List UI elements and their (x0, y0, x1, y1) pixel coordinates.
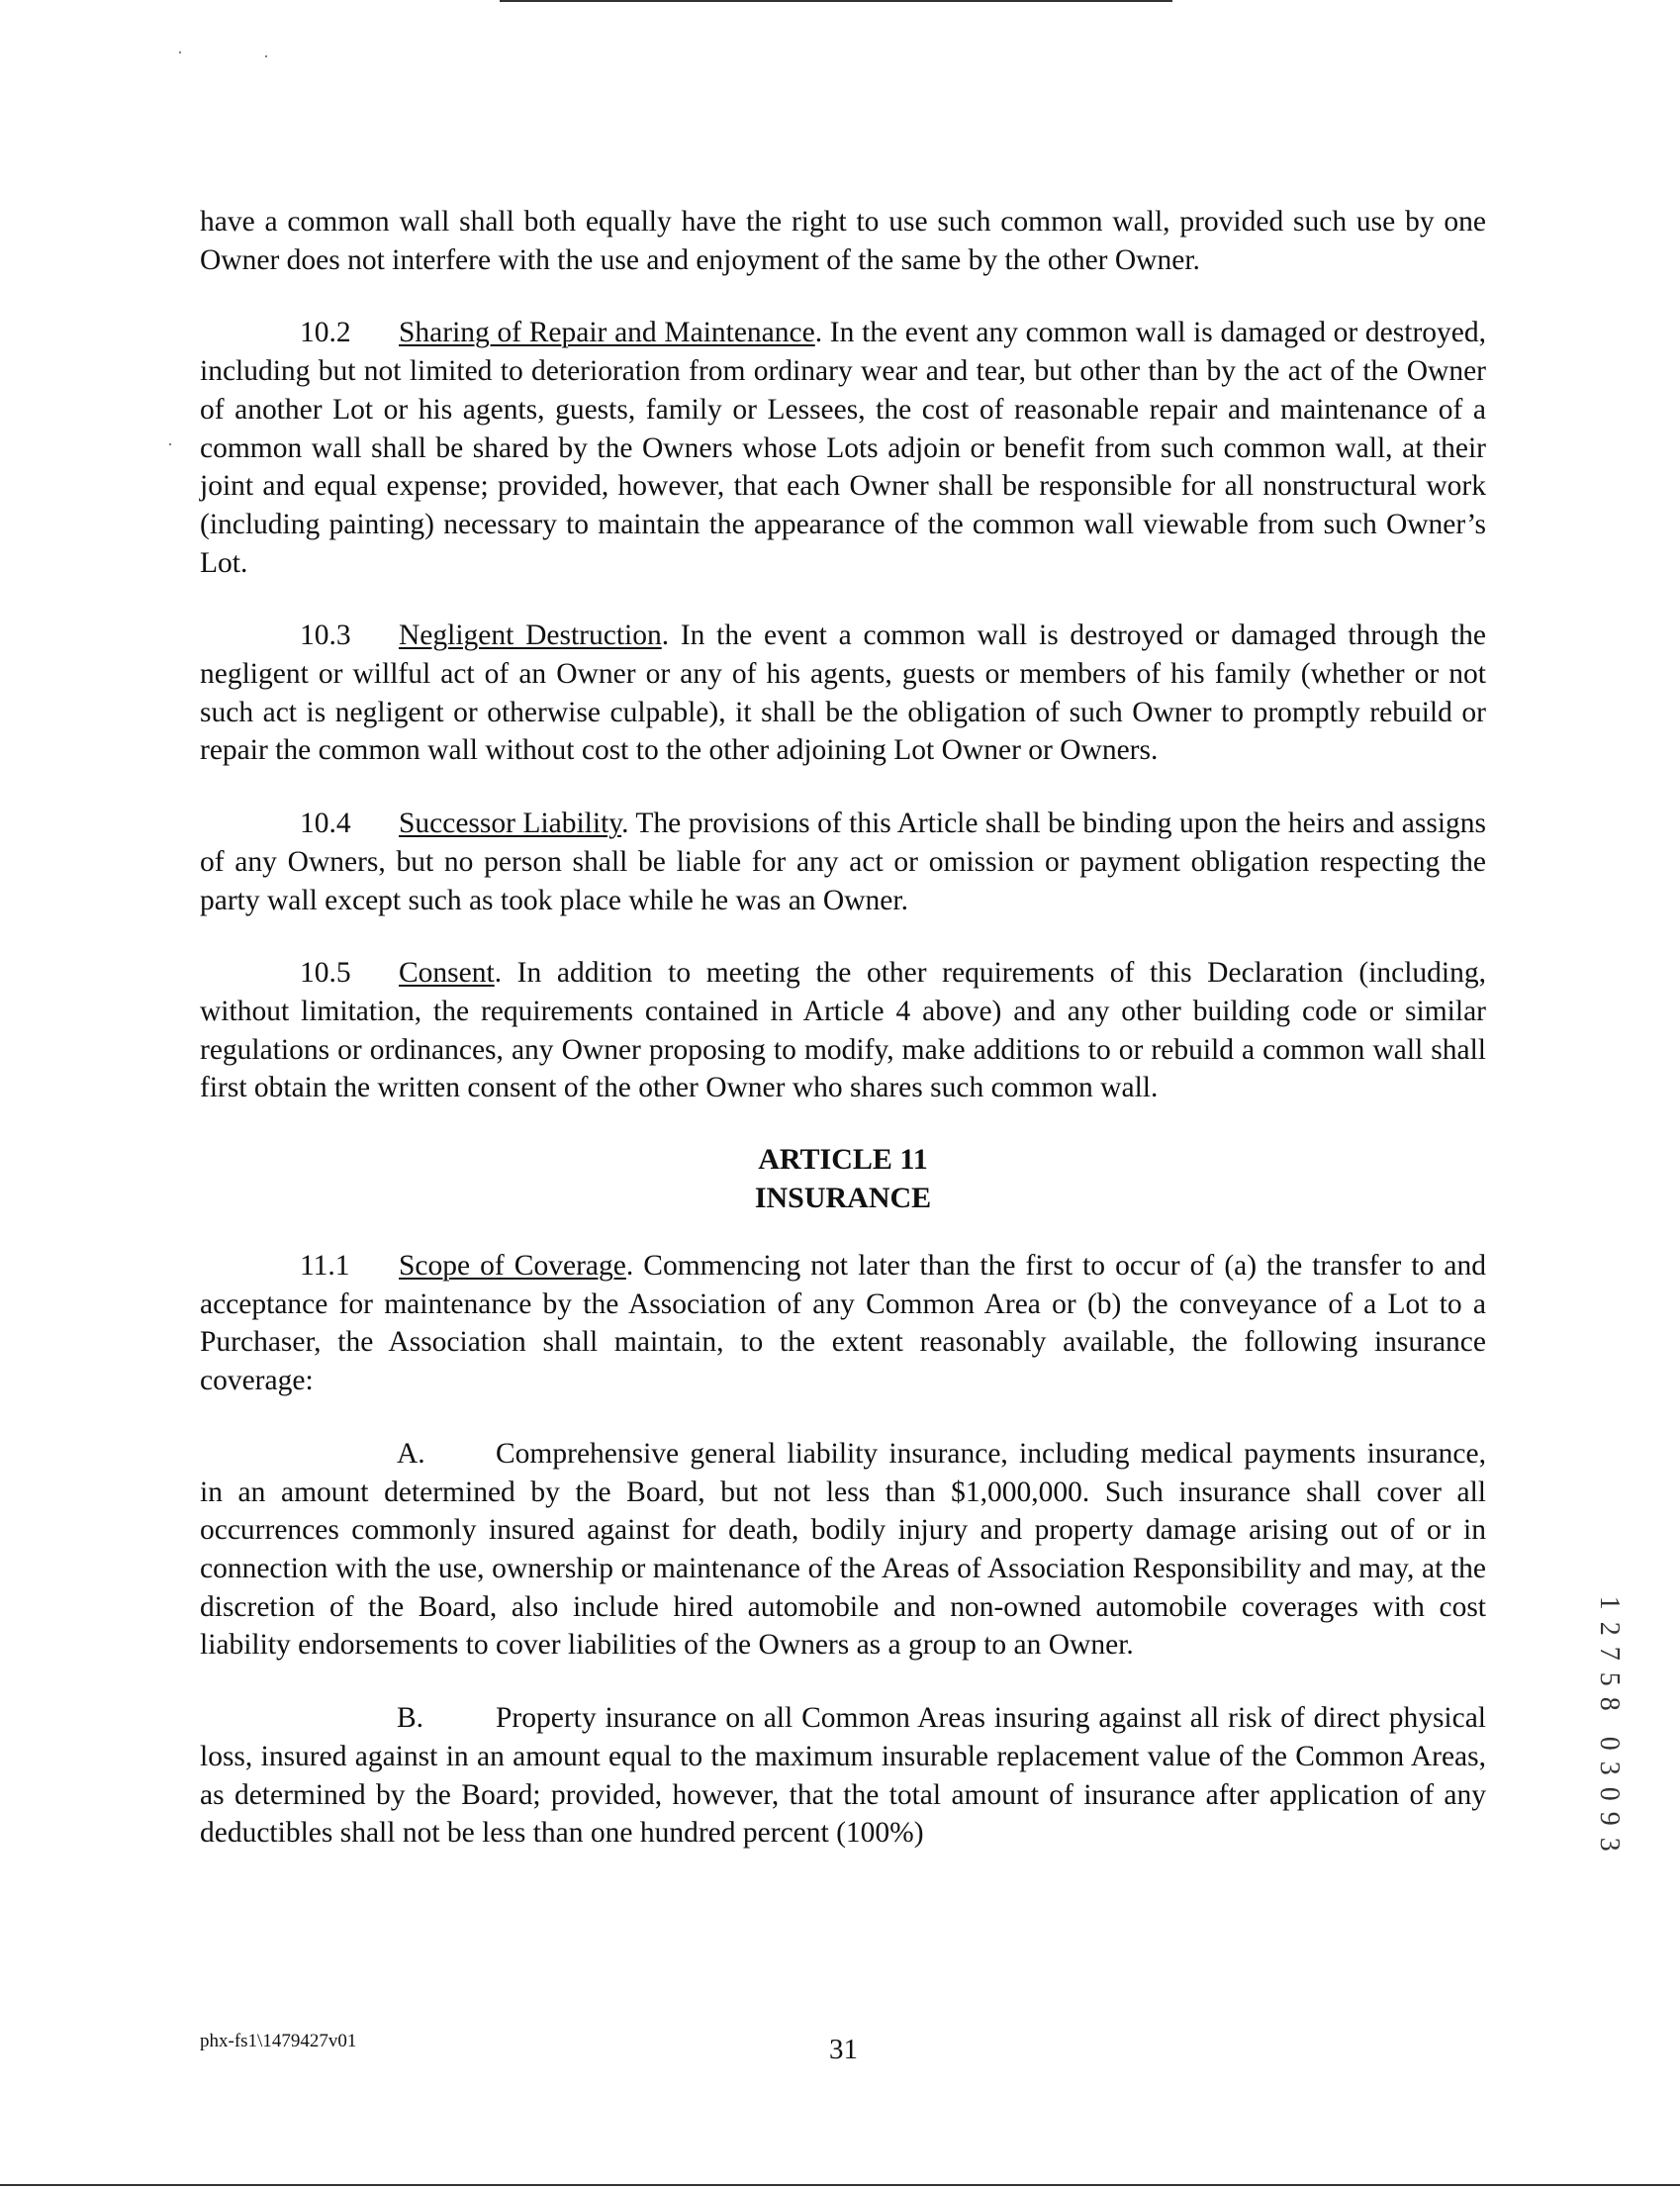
stamp-digit: 9 (1593, 1811, 1625, 1826)
subsection-letter: A. (397, 1437, 425, 1470)
recording-number-stamp (1594, 1590, 1624, 1856)
section-text: . In the event a common wall is destroyed or damaged through the negligent or willful act of an Owner or any of his agents, guests or members of his family (whether or not such act is negligent or otherwise culpable), it shall be the obligation of such Owner to promptly rebuild or repair the common wall without cost to the other adjoining Lot Owner or Owners. (200, 619, 1486, 767)
stamp-digit: 5 (1593, 1671, 1625, 1686)
stamp-digit: 1 (1593, 1595, 1625, 1610)
section-10-3 (200, 617, 1486, 770)
scan-speck (179, 51, 181, 53)
section-title: Negligent Destruction (399, 619, 662, 652)
section-10-4 (200, 805, 1486, 919)
section-10-5 (200, 954, 1486, 1107)
section-number: 10.5 (300, 957, 351, 990)
section-number: 10.4 (300, 808, 351, 840)
page-number: 31 (829, 2034, 858, 2065)
section-number: 11.1 (300, 1250, 350, 1283)
section-10-2 (200, 314, 1486, 582)
section-text: . In the event any common wall is damaged or destroyed, including but not limited to deterioration from ordinary wear and tear, but other than by the act of the Owner of another Lot or his agents, guests, family or Lessees, the cost of reasonable repair and maintenance of a common wall shall be shared by the Owners whose Lots adjoin or benefit from such common wall, at their joint and equal expense; provided, however, that each Owner shall be responsible for all nonstructural work (including painting) necessary to maintain the appearance of the common wall viewable from such Owner’s Lot. (200, 317, 1486, 579)
section-11-1 (200, 1247, 1486, 1400)
scan-speck (169, 443, 171, 445)
subsection-text: Comprehensive general liability insurance, including medical payments insurance, in an amount determined by the Board, but not less than $1,000,000. Such insurance shall cover all occurrences commonly insured against for death, bodily injury and property damage arising out of or in connection with the use, ownership or maintenance of the Areas of Association Responsibility and may, at the discretion of the Board, also include hired automobile and non-owned automobile coverages with cost liability endorsements to cover liabilities of the Owners as a group to an Owner. (200, 1437, 1486, 1662)
continuation-paragraph: have a common wall shall both equally have the right to use such common wall, provided such use by one Owner does not interfere with the use and enjoyment of the same by the other Owner. (200, 206, 1486, 276)
subsection-a (200, 1435, 1486, 1665)
top-scan-rule (500, 0, 1172, 2)
section-title: Successor Liability (399, 808, 622, 840)
section-title: Scope of Coverage (399, 1250, 626, 1283)
stamp-digit: 0 (1593, 1786, 1625, 1801)
article-title-heading: INSURANCE (754, 1182, 932, 1215)
section-title: Sharing of Repair and Maintenance (399, 317, 815, 349)
document-id: phx-fs1\1479427v01 (200, 2031, 357, 2051)
subsection-text: Property insurance on all Common Areas insuring against all risk of direct physical loss, insured against in an amount equal to the maximum insurable replacement value of the Common Areas, as determined by the Board; provided, however, that the total amount of insurance after application of any deductibles shall not be less than one hundred percent (100%) (200, 1702, 1486, 1850)
stamp-digit: 8 (1593, 1696, 1625, 1711)
stamp-digit: 2 (1593, 1621, 1625, 1636)
article-number-heading: ARTICLE 11 (758, 1143, 928, 1177)
stamp-digit: 3 (1593, 1837, 1625, 1852)
stamp-digit: 0 (1593, 1736, 1625, 1751)
section-text: . In addition to meeting the other requirements of this Declaration (including, without limitation, the requirements contained in Article 4 above) and any other building code or similar regulations or ordinances, any Owner proposing to modify, make additions to or rebuild a common wall shall first obtain the written consent of the other Owner who shares such common wall. (200, 957, 1486, 1104)
document-body (200, 203, 1486, 1853)
section-number: 10.2 (300, 317, 351, 349)
subsection-letter: B. (397, 1702, 424, 1735)
scan-speck (265, 55, 267, 57)
section-text: . Commencing not later than the first to occur of (a) the transfer to and acceptance for maintenance by the Association of any Common Area or (b) the conveyance of a Lot to a Purchaser, the Association shall maintain, to the extent reasonably available, the following insurance coverage: (200, 1250, 1486, 1397)
bottom-scan-rule (0, 2184, 1680, 2186)
section-title: Consent (399, 957, 495, 990)
section-text: . The provisions of this Article shall be binding upon the heirs and assigns of any Owners, but no person shall be liable for any act or omission or payment obligation respecting the party wall except such as took place while he was an Owner. (200, 808, 1486, 916)
subsection-b (200, 1699, 1486, 1853)
stamp-digit: 3 (1593, 1761, 1625, 1775)
section-number: 10.3 (300, 619, 351, 652)
stamp-digit: 7 (1593, 1646, 1625, 1661)
